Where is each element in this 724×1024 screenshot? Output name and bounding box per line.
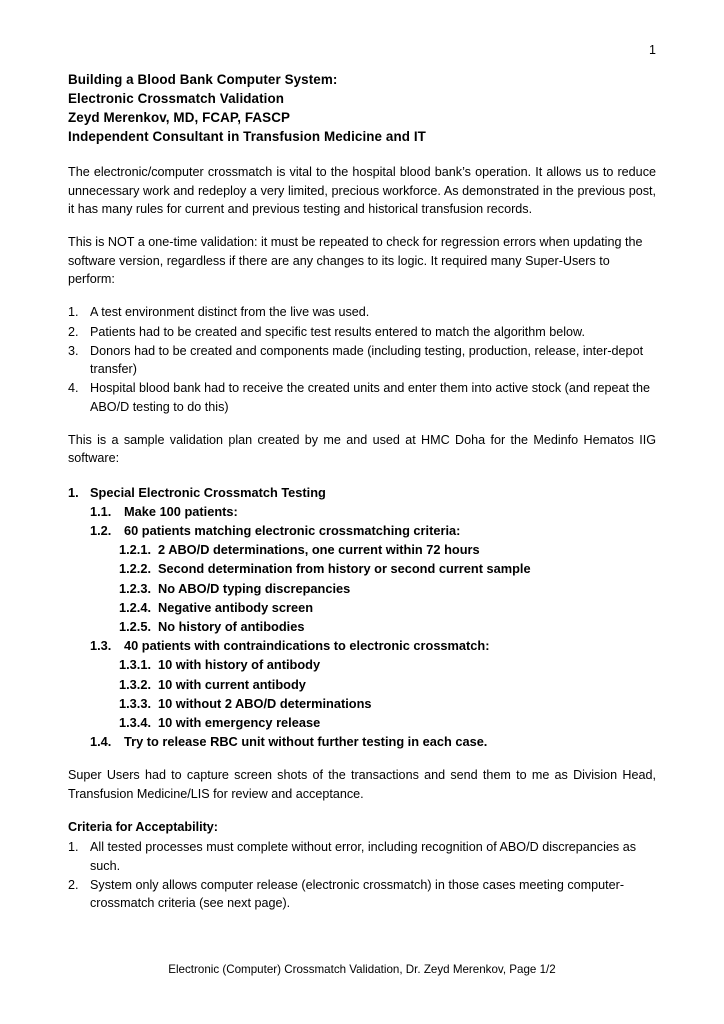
outline-marker: 1. <box>68 484 79 500</box>
list-item-text: A test environment distinct from the live was used. <box>90 305 370 320</box>
outline-item <box>68 655 656 674</box>
outline-item <box>68 521 656 540</box>
outline-text: 60 patients matching electronic crossmatching criteria: <box>124 523 461 538</box>
outline-text: 10 with history of antibody <box>158 657 321 673</box>
outline-item <box>68 694 656 713</box>
document-body <box>68 44 656 912</box>
list-marker: 1. <box>68 840 79 855</box>
outline-item <box>68 502 656 521</box>
outline-item <box>68 540 656 559</box>
outline-text: No ABO/D typing discrepancies <box>158 580 351 596</box>
outline-item <box>68 713 656 732</box>
outline-text: Try to release RBC unit without further testing in each case. <box>124 734 488 750</box>
page-footer: Electronic (Computer) Crossmatch Validation, Dr. Zeyd Merenkov, Page 1/2 <box>168 963 556 976</box>
title-line-2: Electronic Crossmatch Validation <box>68 91 285 107</box>
list-marker: 3. <box>68 343 79 358</box>
list-marker: 4. <box>68 381 79 396</box>
criteria-heading: Criteria for Acceptability: <box>68 820 218 834</box>
outline-marker: 1.4. <box>90 734 112 750</box>
outline-item <box>68 636 656 655</box>
outline-text: Second determination from history or second current sample <box>158 561 531 577</box>
outline-text: No history of antibodies <box>158 618 305 634</box>
outline-item <box>68 483 656 502</box>
list-item <box>68 379 656 416</box>
validation-plan-outline <box>68 483 656 752</box>
list-item-text: Patients had to be created and specific test results entered to match the algorithm below. <box>90 324 585 339</box>
outline-item <box>68 732 656 751</box>
list-item <box>68 876 656 913</box>
outline-item <box>68 559 656 578</box>
outline-marker: 1.3.3. <box>119 695 152 711</box>
author-role: Independent Consultant in Transfusion Medicine and IT <box>68 129 426 145</box>
list-item <box>68 303 656 321</box>
outline-marker: 1.2.3. <box>119 580 152 596</box>
outline-item <box>68 675 656 694</box>
outline-item <box>68 598 656 617</box>
list-item-text: Donors had to be created and components made (including testing, production, release, inter-depot transfer) <box>90 343 644 377</box>
outline-marker: 1.3.2. <box>119 676 152 692</box>
outline-text: 2 ABO/D determinations, one current within 72 hours <box>158 542 480 558</box>
outline-text: Special Electronic Crossmatch Testing <box>90 484 326 500</box>
list-item <box>68 342 656 379</box>
not-one-time-paragraph: This is NOT a one-time validation: it must be repeated to check for regression errors when updating the software version, regardless if there are any changes to its logic. It required many Super-Users to perform: <box>68 235 643 286</box>
outline-text: 10 with emergency release <box>158 714 321 730</box>
outline-marker: 1.1. <box>90 503 112 519</box>
list-marker: 2. <box>68 877 79 892</box>
requirements-list <box>68 303 656 416</box>
outline-text: 10 with current antibody <box>158 676 306 692</box>
outline-marker: 1.2.1. <box>119 542 152 558</box>
outline-item <box>68 579 656 598</box>
outline-marker: 1.3.4. <box>119 714 152 730</box>
document-title-block <box>68 70 656 146</box>
outline-marker: 1.3.1. <box>119 657 152 673</box>
outline-marker: 1.2.5. <box>119 618 152 634</box>
list-item <box>68 838 656 875</box>
outline-text: 10 without 2 ABO/D determinations <box>158 695 372 711</box>
author-name: Zeyd Merenkov, MD, FCAP, FASCP <box>68 110 291 126</box>
list-item-text: All tested processes must complete without error, including recognition of ABO/D discrepancies as such. <box>90 840 636 873</box>
page-number: 1 <box>649 43 656 57</box>
intro-paragraph: The electronic/computer crossmatch is vital to the hospital blood bank’s operation. It allows us to reduce unnecessary work and redeploy a very limited, precious workforce. As demonstrated in the previous post, it has many rules for current and previous testing and historical transfusion records. <box>68 165 656 216</box>
list-item-text: System only allows computer release (electronic crossmatch) in those cases meeting computer-crossmatch criteria (see next page). <box>90 877 625 910</box>
outline-text: Make 100 patients: <box>124 503 238 519</box>
outline-marker: 1.2.2. <box>119 561 152 577</box>
sample-plan-paragraph: This is a sample validation plan created by me and used at HMC Doha for the Medinfo Hematos IIG software: <box>68 432 656 466</box>
criteria-list <box>68 838 656 912</box>
outline-marker: 1.2. <box>90 523 112 538</box>
title-line-1: Building a Blood Bank Computer System: <box>68 72 338 87</box>
outline-item <box>68 617 656 636</box>
list-marker: 1. <box>68 305 79 320</box>
list-item <box>68 323 656 341</box>
outline-marker: 1.2.4. <box>119 599 152 615</box>
outline-text: 40 patients with contraindications to electronic crossmatch: <box>124 638 490 654</box>
outline-marker: 1.3. <box>90 638 112 654</box>
screenshots-paragraph: Super Users had to capture screen shots of the transactions and send them to me as Division Head, Transfusion Medicine/LIS for review and acceptance. <box>68 768 656 801</box>
outline-text: Negative antibody screen <box>158 599 314 615</box>
list-marker: 2. <box>68 324 79 339</box>
list-item-text: Hospital blood bank had to receive the created units and enter them into active stock (and repeat the ABO/D testing to do this) <box>90 381 651 414</box>
